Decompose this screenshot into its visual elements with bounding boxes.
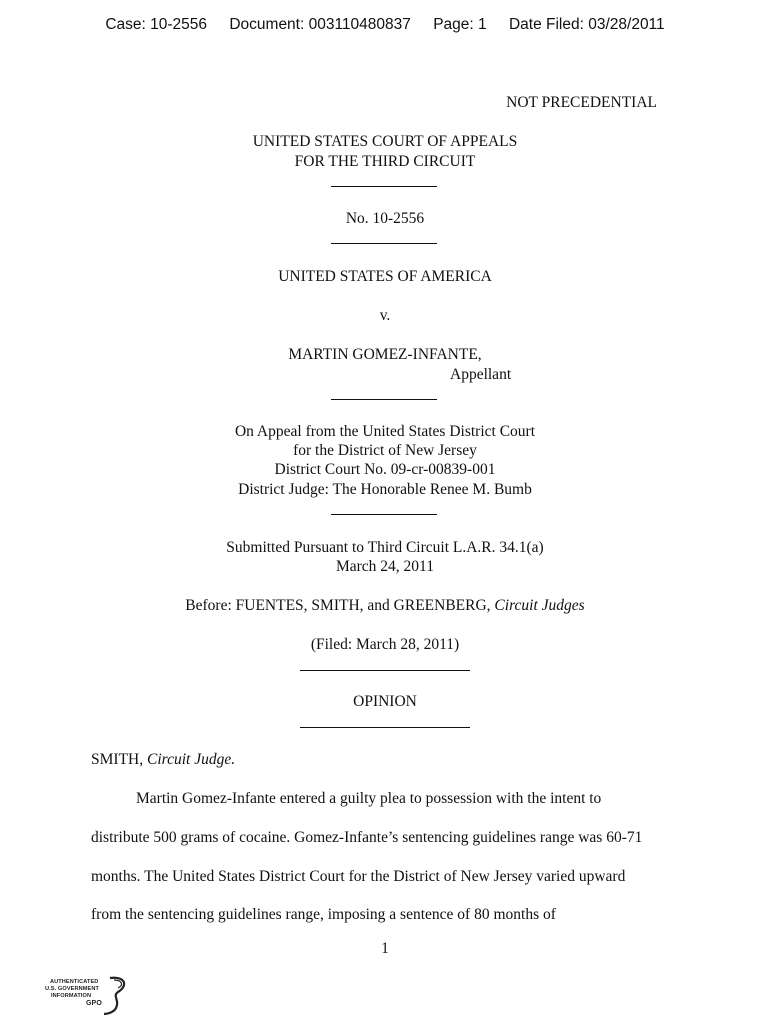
filed-date: (Filed: March 28, 2011) — [310, 636, 460, 653]
eagle-head-icon — [114, 980, 121, 988]
defendant-name: MARTIN GOMEZ-INFANTE, — [288, 346, 482, 363]
body-text-line: distribute 500 grams of cocaine. Gomez-Infante’s sentencing guidelines range was 60-71 — [91, 829, 643, 846]
submission-date: March 24, 2011 — [335, 558, 434, 575]
logo-text-line1: AUTHENTICATED — [50, 979, 99, 985]
appeal-origin-line2: for the District of New Jersey — [293, 442, 477, 459]
case-number: Case: 10-2556 — [105, 16, 208, 33]
plaintiff-name: UNITED STATES OF AMERICA — [278, 268, 492, 285]
gpo-authentication-logo — [44, 974, 134, 1016]
logo-text-line2: U.S. GOVERNMENT — [45, 986, 100, 992]
court-name-line2: FOR THE THIRD CIRCUIT — [294, 153, 476, 170]
panel-judges-title: Circuit Judges — [494, 597, 585, 614]
panel-judges-names: Before: FUENTES, SMITH, and GREENBERG, — [185, 597, 495, 614]
opinion-author — [91, 751, 235, 769]
divider — [300, 670, 470, 671]
submission-line1: Submitted Pursuant to Third Circuit L.A.R. 34.1(a) — [226, 539, 544, 556]
author-name: SMITH, — [91, 751, 147, 768]
divider — [331, 399, 437, 400]
district-judge: District Judge: The Honorable Renee M. Bumb — [238, 481, 532, 498]
date-filed: Date Filed: 03/28/2011 — [508, 16, 665, 33]
body-text-line: months. The United States District Court for the District of New Jersey varied upward — [91, 868, 626, 885]
divider — [331, 514, 437, 515]
divider — [300, 727, 470, 728]
district-court-number: District Court No. 09-cr-00839-001 — [274, 461, 496, 478]
appeal-origin-line1: On Appeal from the United States District Court — [234, 423, 536, 440]
opinion-heading: OPINION — [353, 693, 417, 710]
body-text-line: from the sentencing guidelines range, imposing a sentence of 80 months of — [91, 906, 556, 923]
page-number: 1 — [381, 940, 389, 957]
docket-number: No. 10-2556 — [345, 210, 425, 227]
court-name-line1: UNITED STATES COURT OF APPEALS — [252, 133, 518, 150]
panel-judges — [0, 597, 770, 615]
defendant-role: Appellant — [450, 366, 512, 383]
document-number: Document: 003110480837 — [229, 16, 411, 33]
logo-text-line3: INFORMATION — [51, 993, 92, 999]
versus: v. — [379, 307, 391, 324]
page-indicator: Page: 1 — [433, 16, 487, 33]
divider — [331, 243, 437, 244]
precedential-status: NOT PRECEDENTIAL — [506, 94, 657, 111]
filing-header — [0, 16, 770, 34]
logo-gpo-text: GPO — [86, 1000, 102, 1007]
author-title: Circuit Judge. — [146, 751, 236, 768]
body-text-line: Martin Gomez-Infante entered a guilty plea to possession with the intent to — [136, 790, 602, 807]
divider — [331, 186, 437, 187]
